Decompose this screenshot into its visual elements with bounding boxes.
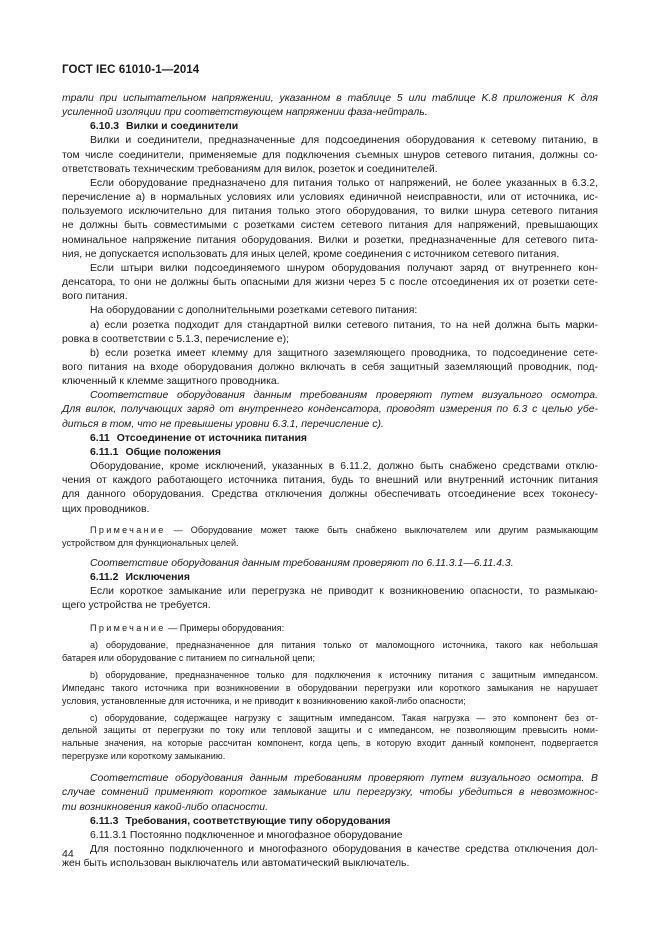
section-title: Исключения — [125, 571, 190, 583]
note-line: а) оборудование, предназначенное для питания только от маломощного источника, такого как небольшая — [90, 640, 598, 651]
note-text: — Оборудование может также быть снабжено выключателем или другим размыкающим — [165, 524, 598, 535]
note-line: с) оборудование, содержащее нагрузку с защитным импедансом. Такая нагрузка — это компонент без от- — [90, 712, 598, 723]
compliance-line: Соответствие оборудования данным требованиям проверяют путем визуального осмотра. В — [90, 773, 598, 785]
section-title: Отсоединение от источника питания — [116, 432, 307, 444]
list-item-line: a) если розетка подходит для стандартной вилки сетевого питания, то на ней должна быть марки- — [90, 319, 598, 331]
text-line: пользуемого исключительно для питания только этого оборудования, то вилки шнура сетевого питания — [62, 206, 598, 218]
text-line: денсатора, то они не должны быть опасными для жизни через 5 с после отсоединения их от розетки сете- — [62, 277, 598, 289]
section-heading — [62, 571, 598, 585]
compliance-line: Соответствие оборудования данным требованиям проверяют по 6.11.3.1—6.11.4.3. — [90, 557, 514, 569]
section-number: 6.10.3 — [90, 121, 120, 133]
text-line: номинальное напряжение питания оборудования. Вилки и розетки, предназначенные для сетевого пита- — [62, 234, 598, 246]
document-header: ГОСТ IEC 61010-1—2014 — [62, 64, 200, 76]
text-line: не должны быть совместимыми с розетками систем сетевого питания для напряжений, превышающих — [62, 220, 598, 232]
text-line: щего устройства не требуется. — [62, 599, 211, 611]
note-line: перегрузке или короткому замыканию. — [62, 751, 226, 762]
text-line: ния, не допускается использовать для иных целей, кроме соединения с источником сетевого питания. — [62, 248, 560, 260]
text-line: Если короткое замыкание или перегрузка не приводит к возникновению опасности, то размыкаю- — [90, 585, 598, 597]
note-label: Примечание — [90, 623, 166, 634]
text-line: Для постоянно подключенного и многофазного оборудования в качестве средства отключения дол- — [90, 843, 598, 855]
subsection-heading: 6.11.3.1 Постоянно подключенное и многофазное оборудование — [90, 829, 403, 841]
text-line: Если оборудование предназначено для питания только от напряжений, не более указанных в 6.3.2, — [90, 177, 598, 189]
section-number: 6.11.3 — [90, 815, 119, 827]
section-title: Общие положения — [125, 446, 221, 458]
text-line: для данного оборудования. Средства отключения должны обеспечивать отсоединение всех токонесу- — [62, 489, 598, 501]
section-heading — [62, 446, 598, 460]
text-line: На оборудовании с дополнительными розетками сетевого питания: — [90, 305, 418, 317]
page-number: 44 — [62, 848, 74, 860]
compliance-line: диться в том, что не превышены уровни 6.3.1, перечисление с). — [62, 418, 384, 430]
note-line: условия, установленные для источника, и не приводит к возникновению какой-либо опасности; — [62, 695, 466, 706]
text-line: Вилки и соединители, предназначенные для подсоединения оборудования к сетевому питанию, в — [90, 135, 598, 147]
list-item-line: вого питания на входе оборудования должно включать в себя защитный заземляющий проводник, под- — [62, 361, 598, 373]
note-line: батарея или оборудование с питанием по сигнальной цепи; — [62, 652, 315, 663]
note-label: Примечание — [90, 524, 166, 535]
section-heading — [62, 120, 598, 134]
note-line: b) оборудование, предназначенное только для подключения к источнику питания с защитным импедансом. — [90, 669, 598, 680]
note-line — [62, 524, 598, 537]
text-line: чения от каждого работающего источника питания, будь то внешний или внутренний источник питания — [62, 475, 598, 487]
list-item-line: ключенный к клемме защитного проводника. — [62, 376, 280, 388]
note-line — [62, 622, 598, 635]
compliance-line: Соответствие оборудования данным требованиям проверяют путем визуального осмотра. — [90, 390, 598, 402]
text-line: Если штыри вилки подсоединяемого шнуром оборудования получают заряд от внутреннего кон- — [90, 262, 598, 274]
section-heading — [62, 432, 598, 446]
text-line: вого питания. — [62, 291, 128, 303]
text-line: трали при испытательном напряжении, указанном в таблице 5 или таблице K.8 приложения K для — [62, 93, 598, 104]
compliance-line: Для вилок, получающих заряд от внутреннего конденсатора, проводят измерения по 6.3 с целью убе- — [62, 404, 598, 416]
note-line: Импеданс такого источника при возникновении в оборудовании перегрузки или короткого замыкания не нарушает — [62, 682, 598, 693]
note-line: нальные значения, на которые рассчитан компонент, когда цепь, в которую входит данный компонент, подвергается — [62, 738, 598, 749]
note-line: устройством для функциональных целей. — [62, 537, 239, 548]
list-item-line: b) если розетка имеет клемму для защитного заземляющего проводника, то подсоединение сете- — [90, 347, 598, 359]
text-line: том числе соединители, применяемые для подключения съемных шнуров сетевого питания, должны со- — [62, 149, 598, 161]
list-item-line: ровка в соответствии с 5.1.3, перечисление е); — [62, 333, 289, 345]
text-line: жен быть использован выключатель или автоматический выключатель. — [62, 858, 410, 870]
section-title: Вилки и соединители — [126, 121, 239, 133]
section-number: 6.11 — [90, 432, 110, 444]
text-line: ответствовать техническим требованиям для вилок, розеток и соединителей. — [62, 163, 438, 175]
note-line: дельной защиты от перегрузки по току или тепловой защиты и с импедансом, не позволяющим превысить номи- — [62, 725, 598, 736]
text-line: усиленной изоляции при соответствующем напряжении фаза-нейтраль. — [62, 107, 428, 119]
section-title: Требования, соответствующие типу оборудования — [125, 815, 391, 827]
compliance-line: ти возникновения какой-либо опасности. — [62, 801, 268, 813]
note-text: — Примеры оборудования: — [165, 623, 285, 634]
text-line: перечисление а) в нормальных условиях или условиях единичной неисправности, или от источника, ис- — [62, 192, 598, 204]
compliance-line: случае сомнений применяют короткое замыкание или перегрузку, чтобы убедиться в невозможнос- — [62, 787, 598, 799]
text-line: щих проводников. — [62, 503, 150, 515]
section-number: 6.11.1 — [90, 446, 119, 458]
text-line: Оборудование, кроме исключений, указанных в 6.11.2, должно быть снабжено средствами отклю- — [90, 461, 598, 473]
page-content — [62, 92, 598, 871]
section-heading — [62, 815, 598, 829]
section-number: 6.11.2 — [90, 571, 119, 583]
